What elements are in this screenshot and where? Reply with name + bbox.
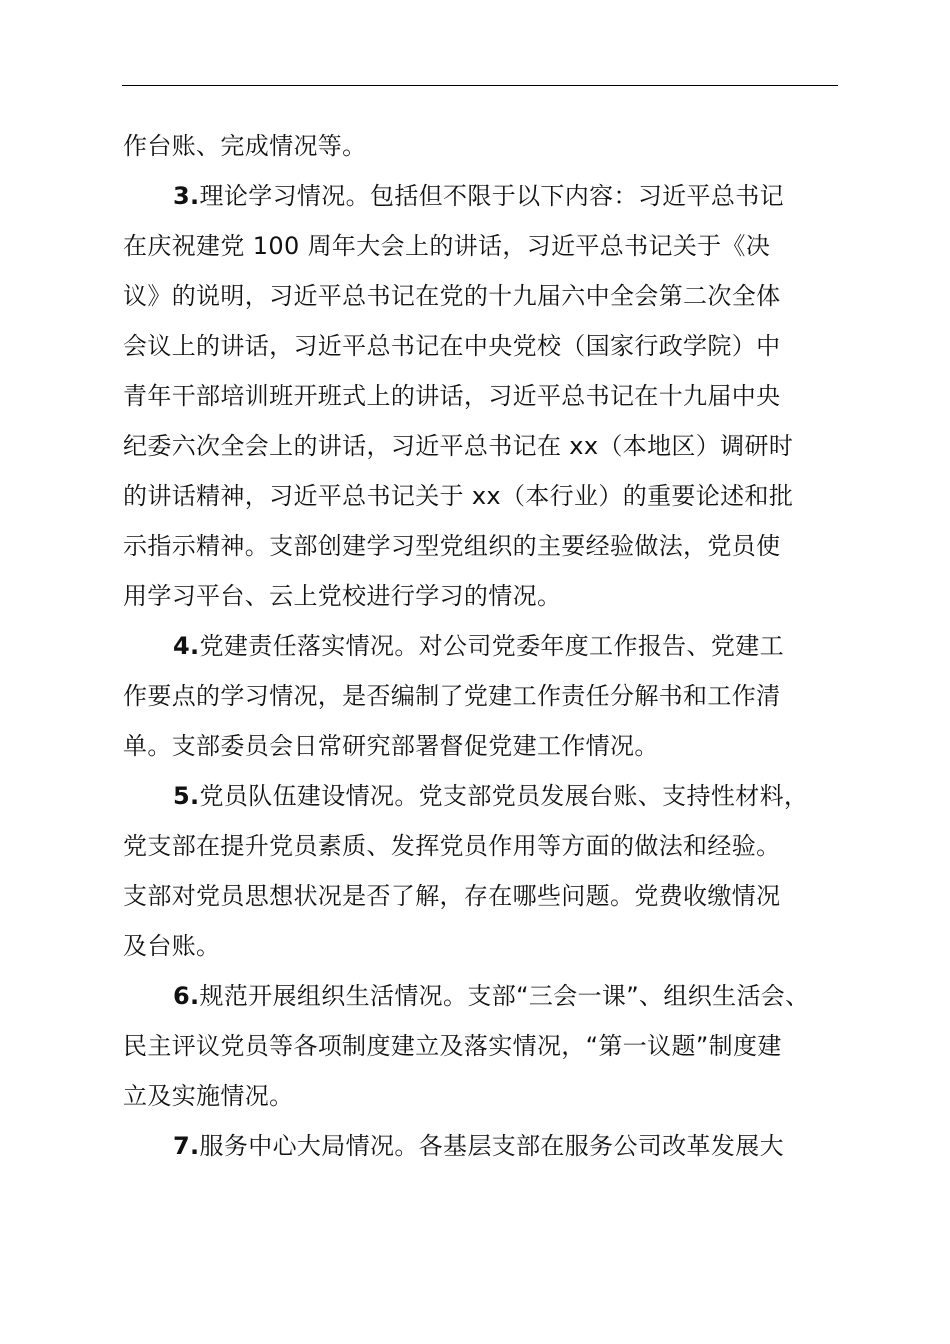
section-7-line-1 (123, 1121, 839, 1171)
section-7 (123, 1121, 839, 1171)
section-3 (123, 171, 839, 621)
document-body (123, 121, 839, 1171)
section-5 (123, 771, 839, 971)
section-4-line-2: 作要点的学习情况，是否编制了党建工作责任分解书和工作清 (123, 682, 781, 710)
continuation-line: 作台账、完成情况等。 (123, 132, 367, 160)
section-5-line-1 (123, 771, 839, 821)
section-number: 3. (173, 182, 200, 210)
section-6-line-2: 民主评议党员等各项制度建立及落实情况，“第一议题”制度建 (123, 1032, 782, 1060)
section-text: 党员队伍建设情况。党支部党员发展台账、支持性材料， (199, 782, 809, 810)
section-3-line-3: 议》的说明，习近平总书记在党的十九届六中全会第二次全体 (123, 282, 781, 310)
section-3-line-7: 的讲话精神，习近平总书记关于 xx（本行业）的重要论述和批 (123, 482, 794, 510)
section-3-line-1 (123, 171, 839, 221)
section-text: 服务中心大局情况。各基层支部在服务公司改革发展大 (199, 1132, 784, 1160)
section-3-line-9: 用学习平台、云上党校进行学习的情况。 (123, 582, 562, 610)
section-6-line-1 (123, 971, 839, 1021)
section-5-line-3: 支部对党员思想状况是否了解，存在哪些问题。党费收缴情况 (123, 882, 781, 910)
section-text: 理论学习情况。包括但不限于以下内容：习近平总书记 (199, 182, 784, 210)
section-5-line-2: 党支部在提升党员素质、发挥党员作用等方面的做法和经验。 (123, 832, 781, 860)
section-6-line-3: 立及实施情况。 (123, 1082, 294, 1110)
section-number: 6. (173, 982, 200, 1010)
section-4-line-3: 单。支部委员会日常研究部署督促党建工作情况。 (123, 732, 659, 760)
section-3-line-4: 会议上的讲话，习近平总书记在中央党校（国家行政学院）中 (123, 332, 781, 360)
section-text: 党建责任落实情况。对公司党委年度工作报告、党建工 (199, 632, 784, 660)
section-3-line-6: 纪委六次全会上的讲话，习近平总书记在 xx（本地区）调研时 (123, 432, 794, 460)
section-number: 4. (173, 632, 200, 660)
section-5-line-4: 及台账。 (123, 932, 221, 960)
section-number: 5. (173, 782, 200, 810)
section-4-line-1 (123, 621, 839, 671)
header-rule (122, 85, 838, 86)
section-6 (123, 971, 839, 1121)
section-4 (123, 621, 839, 771)
section-3-line-5: 青年干部培训班开班式上的讲话，习近平总书记在十九届中央 (123, 382, 781, 410)
section-3-line-2: 在庆祝建党 100 周年大会上的讲话，习近平总书记关于《决 (123, 232, 771, 260)
section-text: 规范开展组织生活情况。支部“三会一课”、组织生活会、 (199, 982, 810, 1010)
section-number: 7. (173, 1132, 200, 1160)
section-3-line-8: 示指示精神。支部创建学习型党组织的主要经验做法，党员使 (123, 532, 781, 560)
